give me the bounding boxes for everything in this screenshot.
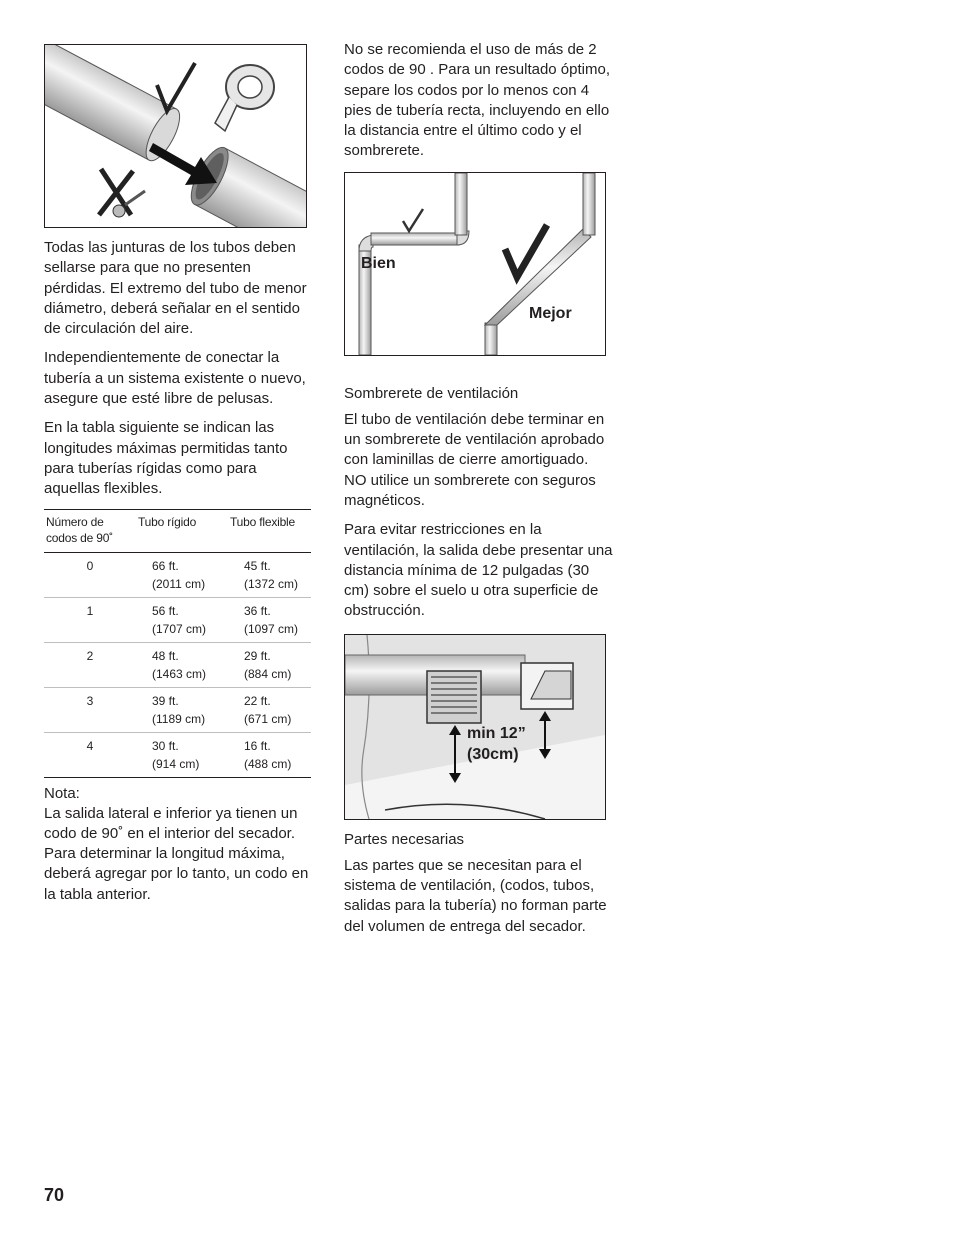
check-icon: [157, 63, 195, 111]
header-flexible: Tubo flexible: [230, 514, 295, 529]
page-number: 70: [44, 1185, 65, 1205]
cell-rigid-ft: 48 ft.: [152, 648, 179, 663]
heading-required-parts: Partes necesarias: [344, 830, 465, 848]
cell-flex-ft: 29 ft.: [244, 648, 271, 663]
note-text: La salida lateral e inferior ya tienen un codo de 90˚ en el interior del secador. Para determinar la longitud máxima, deberá agregar por lo tanto, un codo en la tabla anterior.: [44, 804, 309, 903]
cell-flex-ft: 22 ft.: [244, 693, 271, 708]
cell-flex: [228, 642, 311, 687]
cell-flex-ft: 16 ft.: [244, 738, 271, 753]
table-row: [44, 597, 311, 642]
clearance-label-line2: (30cm): [467, 745, 519, 763]
label-good: Bien: [361, 254, 396, 272]
para-lint-free: Independientemente de conectar la tubería a un sistema existente o nuevo, asegure que esté libre de pelusas.: [44, 349, 306, 408]
cell-flex-cm: (671 cm): [244, 711, 292, 726]
elbow-comparison-figure: [344, 172, 606, 356]
left-column: [44, 44, 312, 914]
cell-flex-cm: (884 cm): [244, 666, 292, 681]
cell-rigid-ft: 39 ft.: [152, 693, 179, 708]
cell-elbows: 1: [44, 597, 136, 642]
para-clearance: Para evitar restricciones en la ventilación, la salida debe presentar una distancia mínima de 12 pulgadas (30 cm) sobre el suelo u otra superficie de obstrucción.: [344, 521, 613, 620]
cell-rigid-ft: 66 ft.: [152, 558, 179, 573]
cell-flex-cm: (1372 cm): [244, 576, 299, 591]
label-better: Mejor: [529, 304, 572, 322]
cell-flex: [228, 597, 311, 642]
para-required-parts: Las partes que se necesitan para el sistema de ventilación, (codos, tubos, salidas para la tubería) no forman parte del volumen de entrega del secador.: [344, 856, 607, 935]
cell-rigid: [136, 732, 228, 777]
max-length-table: [44, 509, 311, 778]
table-row: [44, 642, 311, 687]
cell-rigid-cm: (1463 cm): [152, 666, 207, 681]
cell-rigid-cm: (914 cm): [152, 756, 200, 771]
check-icon-large: [505, 225, 547, 277]
right-column: [344, 40, 614, 946]
cell-rigid-cm: (1189 cm): [152, 711, 206, 726]
para-table-intro: En la tabla siguiente se indican las longitudes máximas permitidas tanto para tuberías rígidas como para aquellas flexibles.: [44, 419, 288, 498]
duct-joint-illustration: [45, 45, 306, 227]
clearance-label: [467, 723, 526, 765]
table-row: [44, 552, 311, 597]
header-elbows: Número de codos de 90˚: [46, 514, 113, 545]
cell-flex-cm: (1097 cm): [244, 621, 299, 636]
cell-flex: [228, 552, 311, 597]
vent-clearance-figure: [344, 634, 606, 820]
clearance-label-line1: min 12”: [467, 724, 526, 742]
para-elbow-limit: No se recomienda el uso de más de 2 codos de 90 . Para un resultado óptimo, separe los codos por lo menos con 4 pies de tubería recta, incluyendo en ello la distancia entre el último codo y el sombrerete.: [344, 41, 611, 160]
cell-elbows: 4: [44, 732, 136, 777]
check-icon-small: [403, 209, 423, 231]
cell-rigid-ft: 56 ft.: [152, 603, 179, 618]
cell-elbows: 0: [44, 552, 136, 597]
cell-rigid: [136, 642, 228, 687]
cell-rigid: [136, 597, 228, 642]
cell-elbows: 3: [44, 687, 136, 732]
cell-rigid: [136, 687, 228, 732]
cell-rigid-cm: (2011 cm): [152, 576, 206, 591]
header-rigid: Tubo rígido: [138, 514, 197, 529]
cell-flex: [228, 687, 311, 732]
cell-flex-ft: 45 ft.: [244, 558, 271, 573]
cell-flex-cm: (488 cm): [244, 756, 292, 771]
cell-flex-ft: 36 ft.: [244, 603, 271, 618]
note-label: Nota:: [44, 784, 80, 802]
table-row: [44, 687, 311, 732]
cell-rigid-cm: (1707 cm): [152, 621, 207, 636]
table-header-row: [44, 509, 311, 552]
cell-flex: [228, 732, 311, 777]
para-seal-joints: Todas las junturas de los tubos deben sellarse para que no presenten pérdidas. El extremo del tubo de menor diámetro, deberá señalar en el sentido de circulación del aire.: [44, 239, 307, 338]
table-row: [44, 732, 311, 777]
cell-rigid: [136, 552, 228, 597]
cell-elbows: 2: [44, 642, 136, 687]
para-vent-hood: El tubo de ventilación debe terminar en un sombrerete de ventilación aprobado con laminillas de cierre amortiguado. NO utilice un sombrerete con seguros magnéticos.: [344, 410, 605, 509]
heading-vent-hood: Sombrerete de ventilación: [344, 384, 519, 402]
duct-joint-figure: [44, 44, 307, 228]
cell-rigid-ft: 30 ft.: [152, 738, 179, 753]
